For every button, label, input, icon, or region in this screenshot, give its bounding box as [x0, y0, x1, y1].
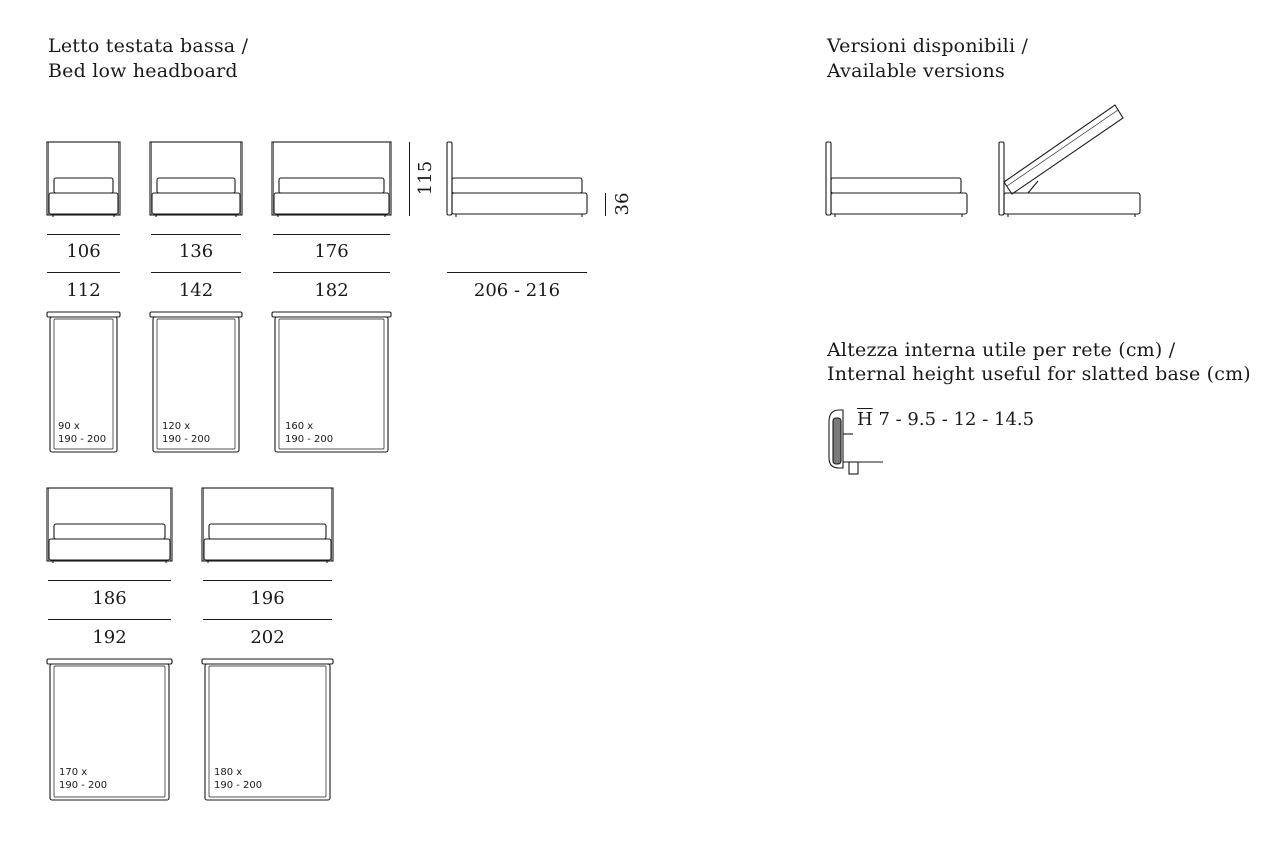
storage-bed-icon [998, 103, 1143, 219]
height-values: 7 - 9.5 - 12 - 14.5 [878, 409, 1035, 430]
mattress-width-196: 196 [250, 588, 285, 609]
left-title-line1: Letto testata bassa / [48, 35, 249, 57]
bed-front-view [46, 487, 174, 565]
right-title-line2: Available versions [827, 60, 1005, 82]
internal-height-title [827, 338, 1251, 386]
left-title-line2: Bed low headboard [48, 60, 238, 82]
bed-front-view [271, 141, 393, 219]
size-label-180: 180 x 190 - 200 [214, 767, 263, 791]
mattress-width-176: 176 [314, 241, 349, 262]
size-label-170: 170 x 190 - 200 [59, 767, 108, 791]
bed-front-view [46, 141, 122, 219]
size-label-90: 90 x 190 - 200 [58, 421, 107, 445]
overall-width-112: 112 [66, 280, 101, 301]
bed-side-view [446, 141, 590, 219]
right-title-line1: Versioni disponibili / [827, 35, 1029, 57]
internal-height-line2: Internal height useful for slatted base (cm) [827, 363, 1251, 385]
height-115: 115 [415, 160, 436, 196]
overall-width-202: 202 [250, 627, 285, 648]
internal-height-line1: Altezza interna utile per rete (cm) / [827, 339, 1176, 361]
overall-width-142: 142 [178, 280, 214, 301]
base-height-36: 36 [612, 192, 633, 216]
size-label-160: 160 x 190 - 200 [285, 421, 334, 445]
bed-front-view [149, 141, 245, 219]
mattress-width-106: 106 [66, 241, 101, 262]
size-label-120: 120 x 190 - 200 [162, 421, 211, 445]
bed-front-view [201, 487, 335, 565]
right-title [827, 34, 1028, 84]
left-title [48, 34, 248, 84]
height-symbol: $\overline{H}$ [857, 409, 873, 430]
mattress-width-136: 136 [178, 241, 214, 262]
overall-width-192: 192 [92, 627, 127, 648]
length-206-216: 206 - 216 [473, 280, 561, 301]
internal-height-values [857, 409, 1034, 431]
standard-bed-icon [825, 141, 970, 219]
mattress-width-186: 186 [92, 588, 127, 609]
overall-width-182: 182 [314, 280, 349, 301]
